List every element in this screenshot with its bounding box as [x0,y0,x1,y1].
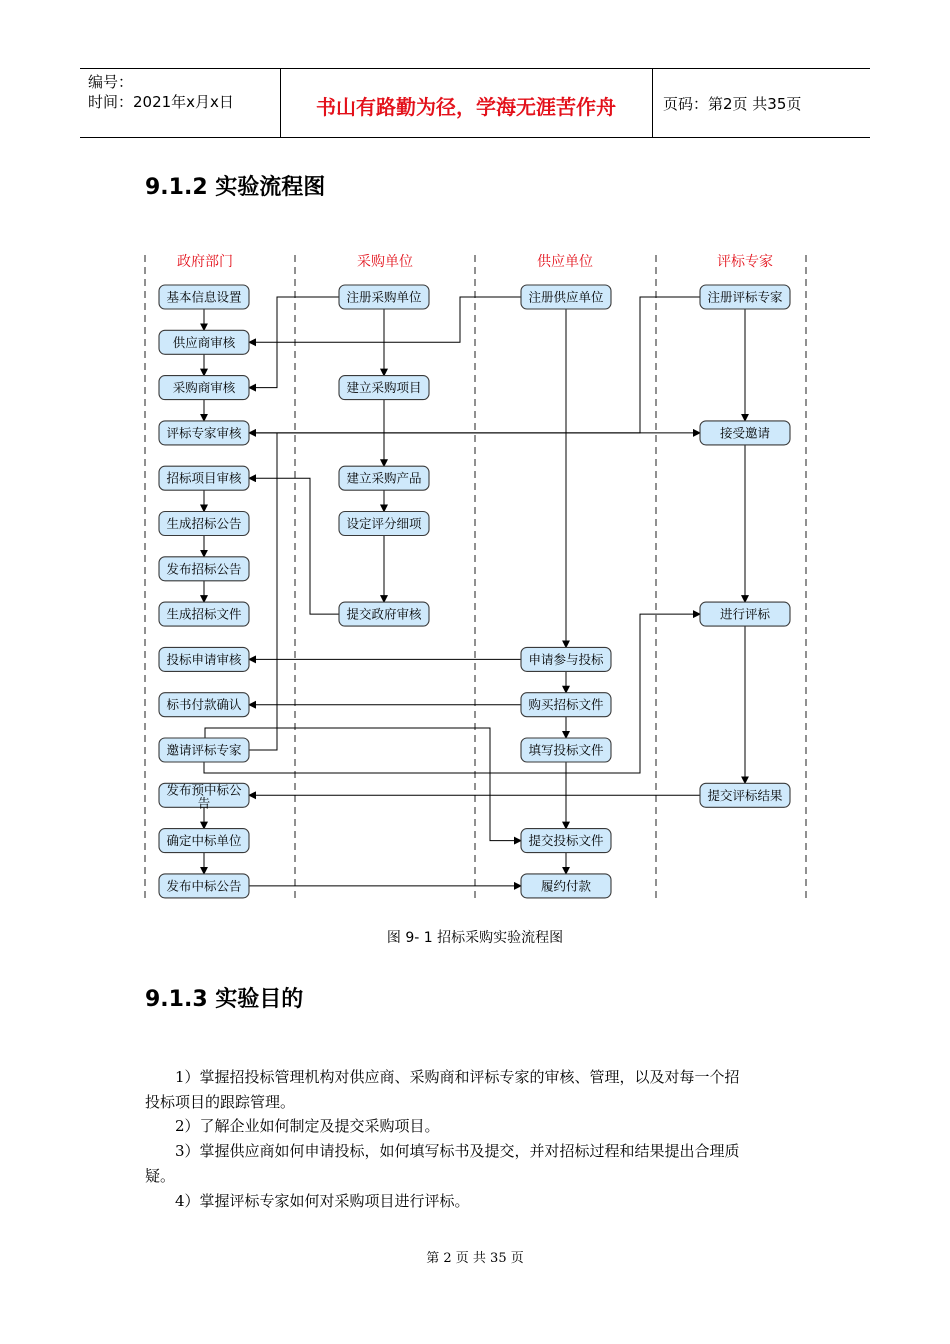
flow-node [159,782,249,810]
paragraph-1b: 投标项目的跟踪管理。 [145,1093,296,1111]
flow-node [159,285,249,309]
lane-title: 采购单位 [357,254,413,270]
svg-text:注册采购单位: 注册采购单位 [346,289,422,305]
svg-text:采购商审核: 采购商审核 [172,380,236,396]
svg-text:告: 告 [197,795,211,811]
flow-node [521,647,611,671]
svg-text:提交政府审核: 提交政府审核 [346,606,422,622]
svg-text:填写投标文件: 填写投标文件 [528,742,604,758]
lane-title: 供应单位 [537,254,593,270]
flow-node [159,421,249,445]
motto: 书山有路勤为径，学海无涯苦作舟 [316,95,616,119]
svg-text:提交投标文件: 提交投标文件 [528,833,604,849]
flow-node [521,285,611,309]
section-title-flowchart: 9.1.2 实验流程图 [145,175,326,200]
flow-node [339,376,429,400]
svg-text:招标项目审核: 招标项目审核 [166,470,242,486]
flow-node [700,421,790,445]
flow-node [159,602,249,626]
flow-node [339,512,429,536]
flow-node [159,874,249,898]
svg-text:购买招标文件: 购买招标文件 [528,697,604,713]
svg-text:供应商审核: 供应商审核 [172,334,236,350]
svg-text:进行评标: 进行评标 [719,606,771,622]
lane-title: 政府部门 [177,254,233,270]
flow-node [159,557,249,581]
paragraph-1a: 1）掌握招投标管理机构对供应商、采购商和评标专家的审核、管理，以及对每一个招 [175,1068,740,1086]
page-footer: 第 2 页 共 35 页 [426,1251,524,1266]
flow-node [159,647,249,671]
svg-text:建立采购产品: 建立采购产品 [346,470,422,486]
flow-node [159,738,249,762]
flow-node [159,693,249,717]
svg-text:基本信息设置: 基本信息设置 [166,289,242,305]
flow-connector [249,478,339,614]
flow-node [159,466,249,490]
flow-node [159,512,249,536]
flow-node [339,466,429,490]
flow-node [700,285,790,309]
svg-text:标书付款确认: 标书付款确认 [166,697,242,713]
svg-text:发布中标公告: 发布中标公告 [166,878,242,894]
flow-node [521,829,611,853]
svg-text:投标申请审核: 投标申请审核 [166,651,242,667]
svg-text:建立采购项目: 建立采购项目 [346,380,422,396]
paragraph-3a: 3）掌握供应商如何申请投标，如何填写标书及提交，并对招标过程和结果提出合理质 [175,1142,740,1160]
flow-connector [249,433,277,750]
svg-text:提交评标结果: 提交评标结果 [707,787,783,803]
flow-node [521,693,611,717]
flow-node [339,285,429,309]
svg-text:接受邀请: 接受邀请 [719,425,771,441]
svg-text:设定评分细项: 设定评分细项 [346,516,422,531]
svg-text:注册评标专家: 注册评标专家 [707,289,783,305]
flow-node [159,376,249,400]
code-label: 编号： [88,73,134,91]
svg-text:生成招标公告: 生成招标公告 [166,516,242,531]
flow-node [339,602,429,626]
page-label: 页码：第2页 共35页 [663,95,802,113]
paragraph-3b: 疑。 [145,1167,176,1185]
svg-text:发布预中标公: 发布预中标公 [166,782,242,798]
flow-node [700,602,790,626]
figure-caption: 图 9- 1 招标采购实验流程图 [386,930,564,946]
svg-text:邀请评标专家: 邀请评标专家 [166,742,242,758]
paragraph-2: 2）了解企业如何制定及提交采购项目。 [175,1117,440,1135]
flow-connector [204,614,700,773]
section-title-purpose: 9.1.3 实验目的 [145,987,304,1012]
flow-node [159,829,249,853]
svg-text:履约付款: 履约付款 [540,878,592,894]
lane-title: 评标专家 [717,254,773,270]
flow-node [521,738,611,762]
paragraph-4: 4）掌握评标专家如何对采购项目进行评标。 [175,1192,470,1210]
flow-node [521,874,611,898]
svg-text:确定中标单位: 确定中标单位 [166,833,242,849]
svg-text:生成招标文件: 生成招标文件 [166,606,242,622]
svg-text:评标专家审核: 评标专家审核 [166,425,242,441]
time-label: 时间：2021年x月x日 [88,93,234,111]
flow-connector [205,728,521,841]
flow-node [159,330,249,354]
svg-text:注册供应单位: 注册供应单位 [528,289,604,305]
svg-text:申请参与投标: 申请参与投标 [528,651,604,667]
flow-node [700,783,790,807]
svg-text:发布招标公告: 发布招标公告 [166,561,242,577]
